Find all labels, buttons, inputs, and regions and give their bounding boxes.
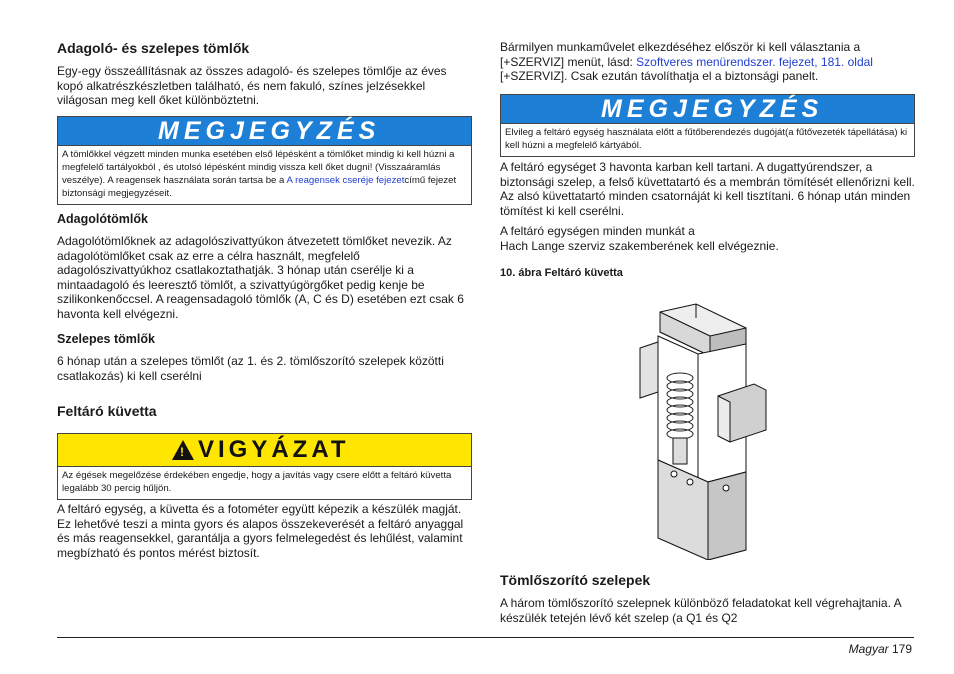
- note-text-2: Elvileg a feltáró egység használata előtt a fűtőberendezés dugóját(a fűtővezeték tápellátása) ki kell húzni a megfelelő kártyából.: [505, 127, 908, 151]
- heading-szelepes: Szelepes tömlők: [57, 332, 155, 346]
- note-text: A tömlőkkel végzett minden munka esetében első lépésként a tömlőket mindig ki kell húzni a megfelelő tartályokból , és utolsó lépésként mindig vissza kell őket dugni! (Visszaáramlás veszélye). A reagensek használata során tartsa be a A reagensek cseréje fejezetcímű fejezet biztonsági megjegyzéseit.: [62, 149, 457, 199]
- warning-title: VIGYÁZAT: [198, 436, 350, 463]
- footer-rule: [57, 637, 914, 638]
- paragraph-szelepes: 6 hónap után a szelepes tömlőt (az 1. és 2. tömlőszorító szelepek közötti csatlakozás) ki kell cserélni: [57, 354, 444, 383]
- warning-box: [57, 433, 472, 500]
- warning-text: Az égések megelőzése érdekében engedje, hogy a javítás vagy csere előtt a feltáró küvetta legalább 30 percig hűljön.: [62, 470, 452, 494]
- paragraph-szerviz: A feltáró egységen minden munkát a Hach Lange szerviz szakemberének kell elvégeznie.: [500, 224, 779, 253]
- heading-adagolo-szelepes: Adagoló- és szelepes tömlők: [57, 40, 250, 56]
- footer: [849, 642, 912, 656]
- exclamation-icon: !: [180, 445, 188, 459]
- paragraph-tomloszorito: A három tömlőszorító szelepnek különböző feladatokat kell végrehajtania. A készülék tetején lévő két szelep (a Q1 és Q2: [500, 596, 901, 625]
- paragraph-feltaro: A feltáró egység, a küvetta és a fotométer együtt képezik a készülék magját. Ez lehetővé teszi a minta gyors és alapos összekeverését a feltáró anyaggal és más reagensekkel, garantálja a gyors felmelegedést és lehűlést, valamint megbízható és pontos mérést biztosít.: [57, 502, 464, 560]
- note-title: MEGJEGYZÉS: [58, 117, 471, 146]
- note-title-2: MEGJEGYZÉS: [501, 95, 914, 124]
- paragraph-intro: Egy-egy összeállításnak az összes adagoló- és szelepes tömlője az éves kopó alkatrészkészletben található, és nem fakuló, színes jelzésekkel világosan meg kell őket különböztetni.: [57, 64, 447, 108]
- digestion-cuvette-figure: [638, 300, 768, 560]
- reagent-change-link[interactable]: A reagensek cseréje fejezet: [286, 175, 405, 186]
- footer-language: Magyar: [848, 642, 889, 656]
- heading-tomloszorito: Tömlőszorító szelepek: [500, 572, 651, 588]
- software-menu-link[interactable]: Szoftveres menürendszer. fejezet, 181. oldal: [636, 54, 873, 69]
- heading-feltaro-kuvetta: Feltáró küvetta: [57, 403, 157, 419]
- paragraph-service-menu: Bármilyen munkaművelet elkezdéséhez először ki kell választania a [+SZERVIZ] menüt, lásd: Szoftveres menürendszer. fejezet, 181. oldal [+SZERVIZ]. Csak ezután távolíthatja el a biztonsági panelt.: [500, 40, 873, 84]
- figure-caption: 10. ábra Feltáró küvetta: [500, 267, 623, 279]
- heading-adagolotomlok: Adagolótömlők: [57, 212, 148, 226]
- paragraph-karbantartas: A feltáró egységet 3 havonta karban kell tartani. A dugattyúrendszer, a biztonsági szelep, a felső küvettatartó és a membrán tömítését ellenőrizni kell. Az alsó küvettatartó minden csatornáját ki kell tisztítani. 6 hónap után minden tömítést ki kell cserélni.: [500, 160, 915, 218]
- note-box-2: [500, 94, 915, 157]
- note-box-1: [57, 116, 472, 205]
- page-number: 179: [891, 642, 912, 656]
- paragraph-adagolotomlok: Adagolótömlőknek az adagolószivattyúkon átvezetett tömlőket nevezik. Az adagolótömlőket csak az erre a célra használt, megfelelő adagolószivattyúkhoz csatlakoztathatják. 3 hónap után cserélje ki a mintaadagoló és leeresztő tömlőt, a szivattyúgörgőket pedig kenje be szilikonkenőccsel. A reagensadagoló tömlők (A, C és D) esetében ezt csak 6 havonta kell elvégezni.: [57, 234, 464, 321]
